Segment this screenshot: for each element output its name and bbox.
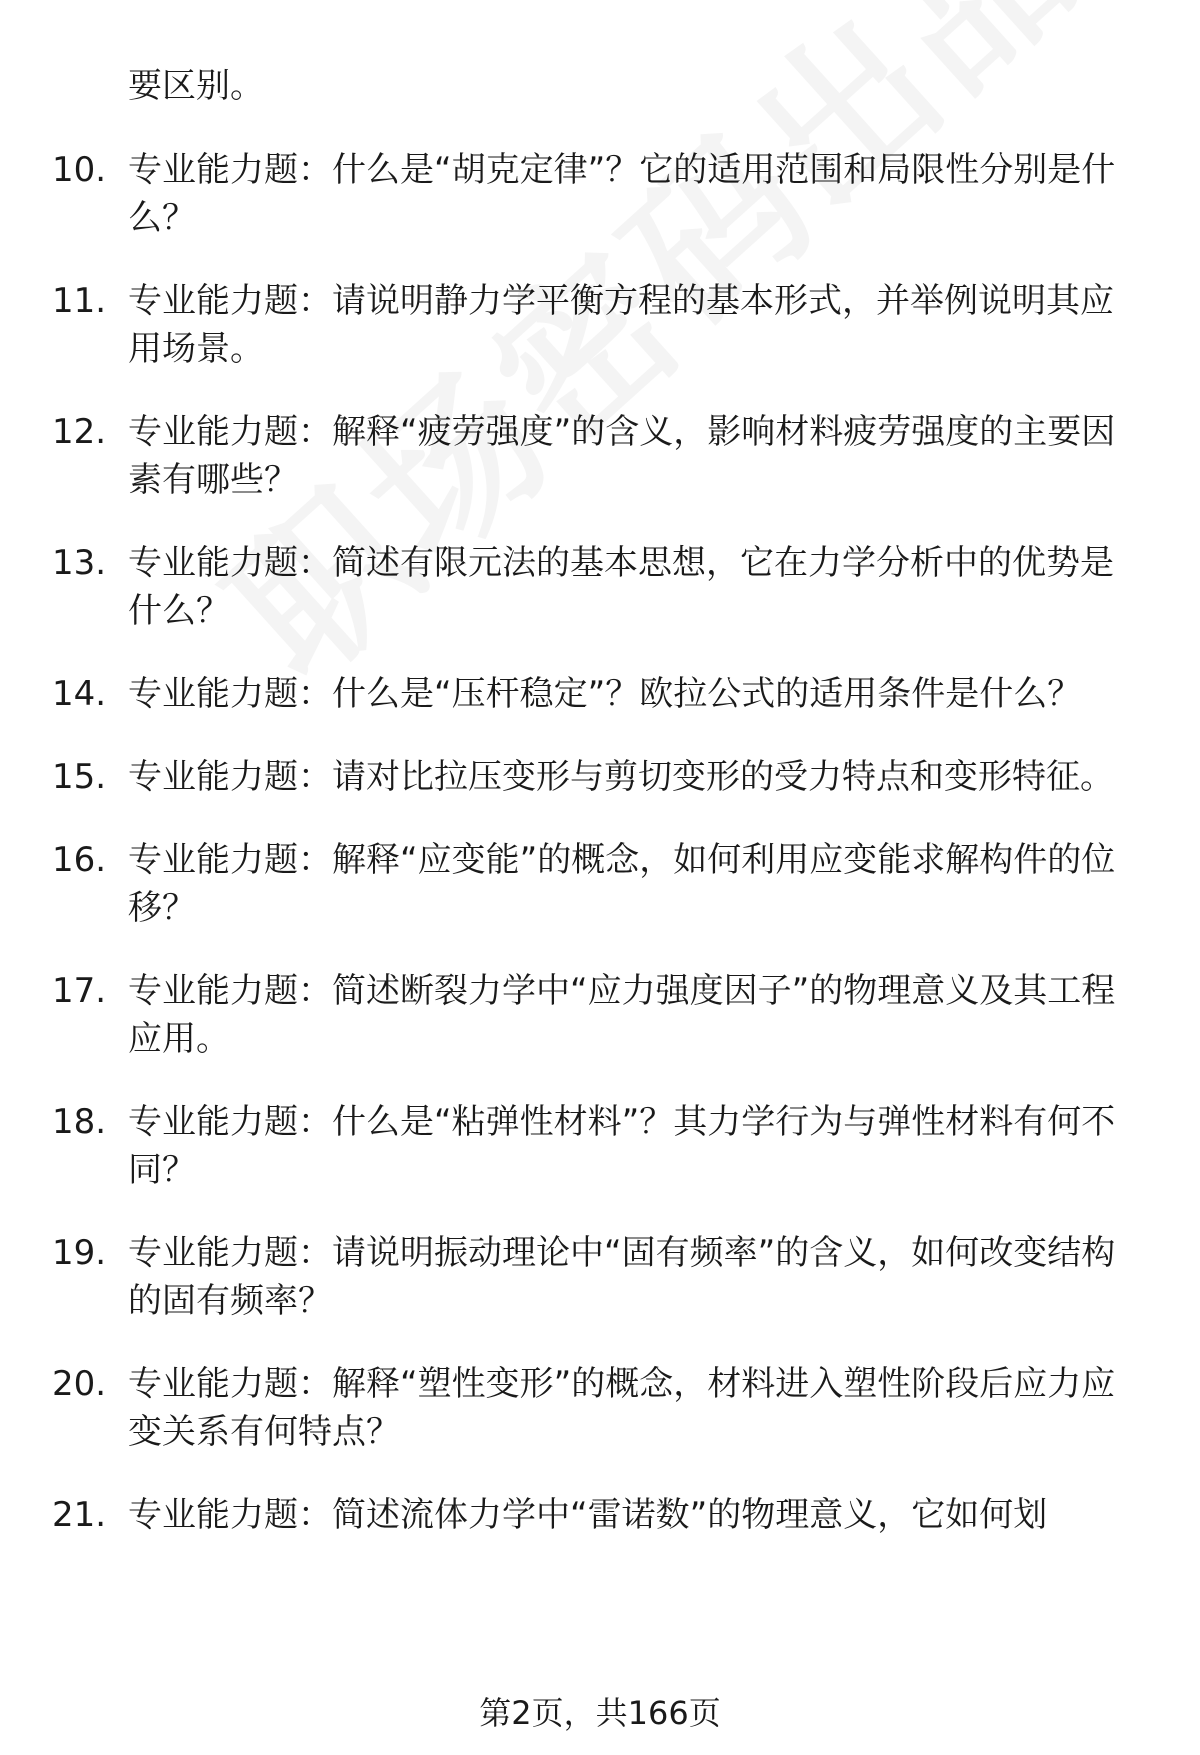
question-item — [0, 1229, 1138, 1325]
question-number: 11. — [52, 281, 107, 321]
question-text: 专业能力题：解释“疲劳强度”的含义，影响材料疲劳强度的主要因素有哪些？ — [128, 412, 1116, 500]
question-text: 专业能力题：简述有限元法的基本思想，它在力学分析中的优势是什么？ — [128, 543, 1114, 631]
question-text: 专业能力题：请对比拉压变形与剪切变形的受力特点和变形特征。 — [128, 757, 1114, 797]
question-text: 专业能力题：请说明静力学平衡方程的基本形式，并举例说明其应用场景。 — [128, 281, 1114, 369]
question-item — [0, 1098, 1138, 1194]
question-text: 专业能力题：什么是“胡克定律”？它的适用范围和局限性分别是什么？ — [128, 150, 1116, 238]
question-number: 19. — [52, 1233, 107, 1273]
question-text: 专业能力题：解释“应变能”的概念，如何利用应变能求解构件的位移？ — [128, 840, 1116, 928]
question-text: 专业能力题：什么是“压杆稳定”？欧拉公式的适用条件是什么？ — [128, 674, 1082, 714]
question-item — [0, 1491, 1138, 1539]
question-item — [0, 277, 1138, 373]
question-number: 15. — [52, 757, 107, 797]
question-item — [0, 670, 1138, 718]
question-item — [0, 408, 1138, 504]
question-text: 专业能力题：什么是“粘弹性材料”？其力学行为与弹性材料有何不同？ — [128, 1102, 1116, 1190]
question-number: 16. — [52, 840, 107, 880]
continuation-text: 要区别。 — [128, 66, 264, 106]
question-item — [0, 146, 1138, 242]
question-number: 13. — [52, 543, 107, 583]
question-number: 18. — [52, 1102, 107, 1142]
question-item — [0, 967, 1138, 1063]
question-item — [0, 539, 1138, 635]
question-text: 专业能力题：简述流体力学中“雷诺数”的物理意义，它如何划 — [128, 1495, 1048, 1535]
question-item — [0, 836, 1138, 932]
question-number: 10. — [52, 150, 107, 190]
question-list — [0, 146, 1200, 1574]
question-text: 专业能力题：简述断裂力学中“应力强度因子”的物理意义及其工程应用。 — [128, 971, 1116, 1059]
question-item — [0, 1360, 1138, 1456]
question-number: 14. — [52, 674, 107, 714]
page-footer: 第2页，共166页 — [479, 1694, 721, 1732]
question-number: 20. — [52, 1364, 107, 1404]
question-item — [0, 753, 1138, 801]
question-text: 专业能力题：请说明振动理论中“固有频率”的含义，如何改变结构的固有频率？ — [128, 1233, 1116, 1321]
question-number: 12. — [52, 412, 107, 452]
question-number: 21. — [52, 1495, 107, 1535]
question-text: 专业能力题：解释“塑性变形”的概念，材料进入塑性阶段后应力应变关系有何特点？ — [128, 1364, 1116, 1452]
question-number: 17. — [52, 971, 107, 1011]
